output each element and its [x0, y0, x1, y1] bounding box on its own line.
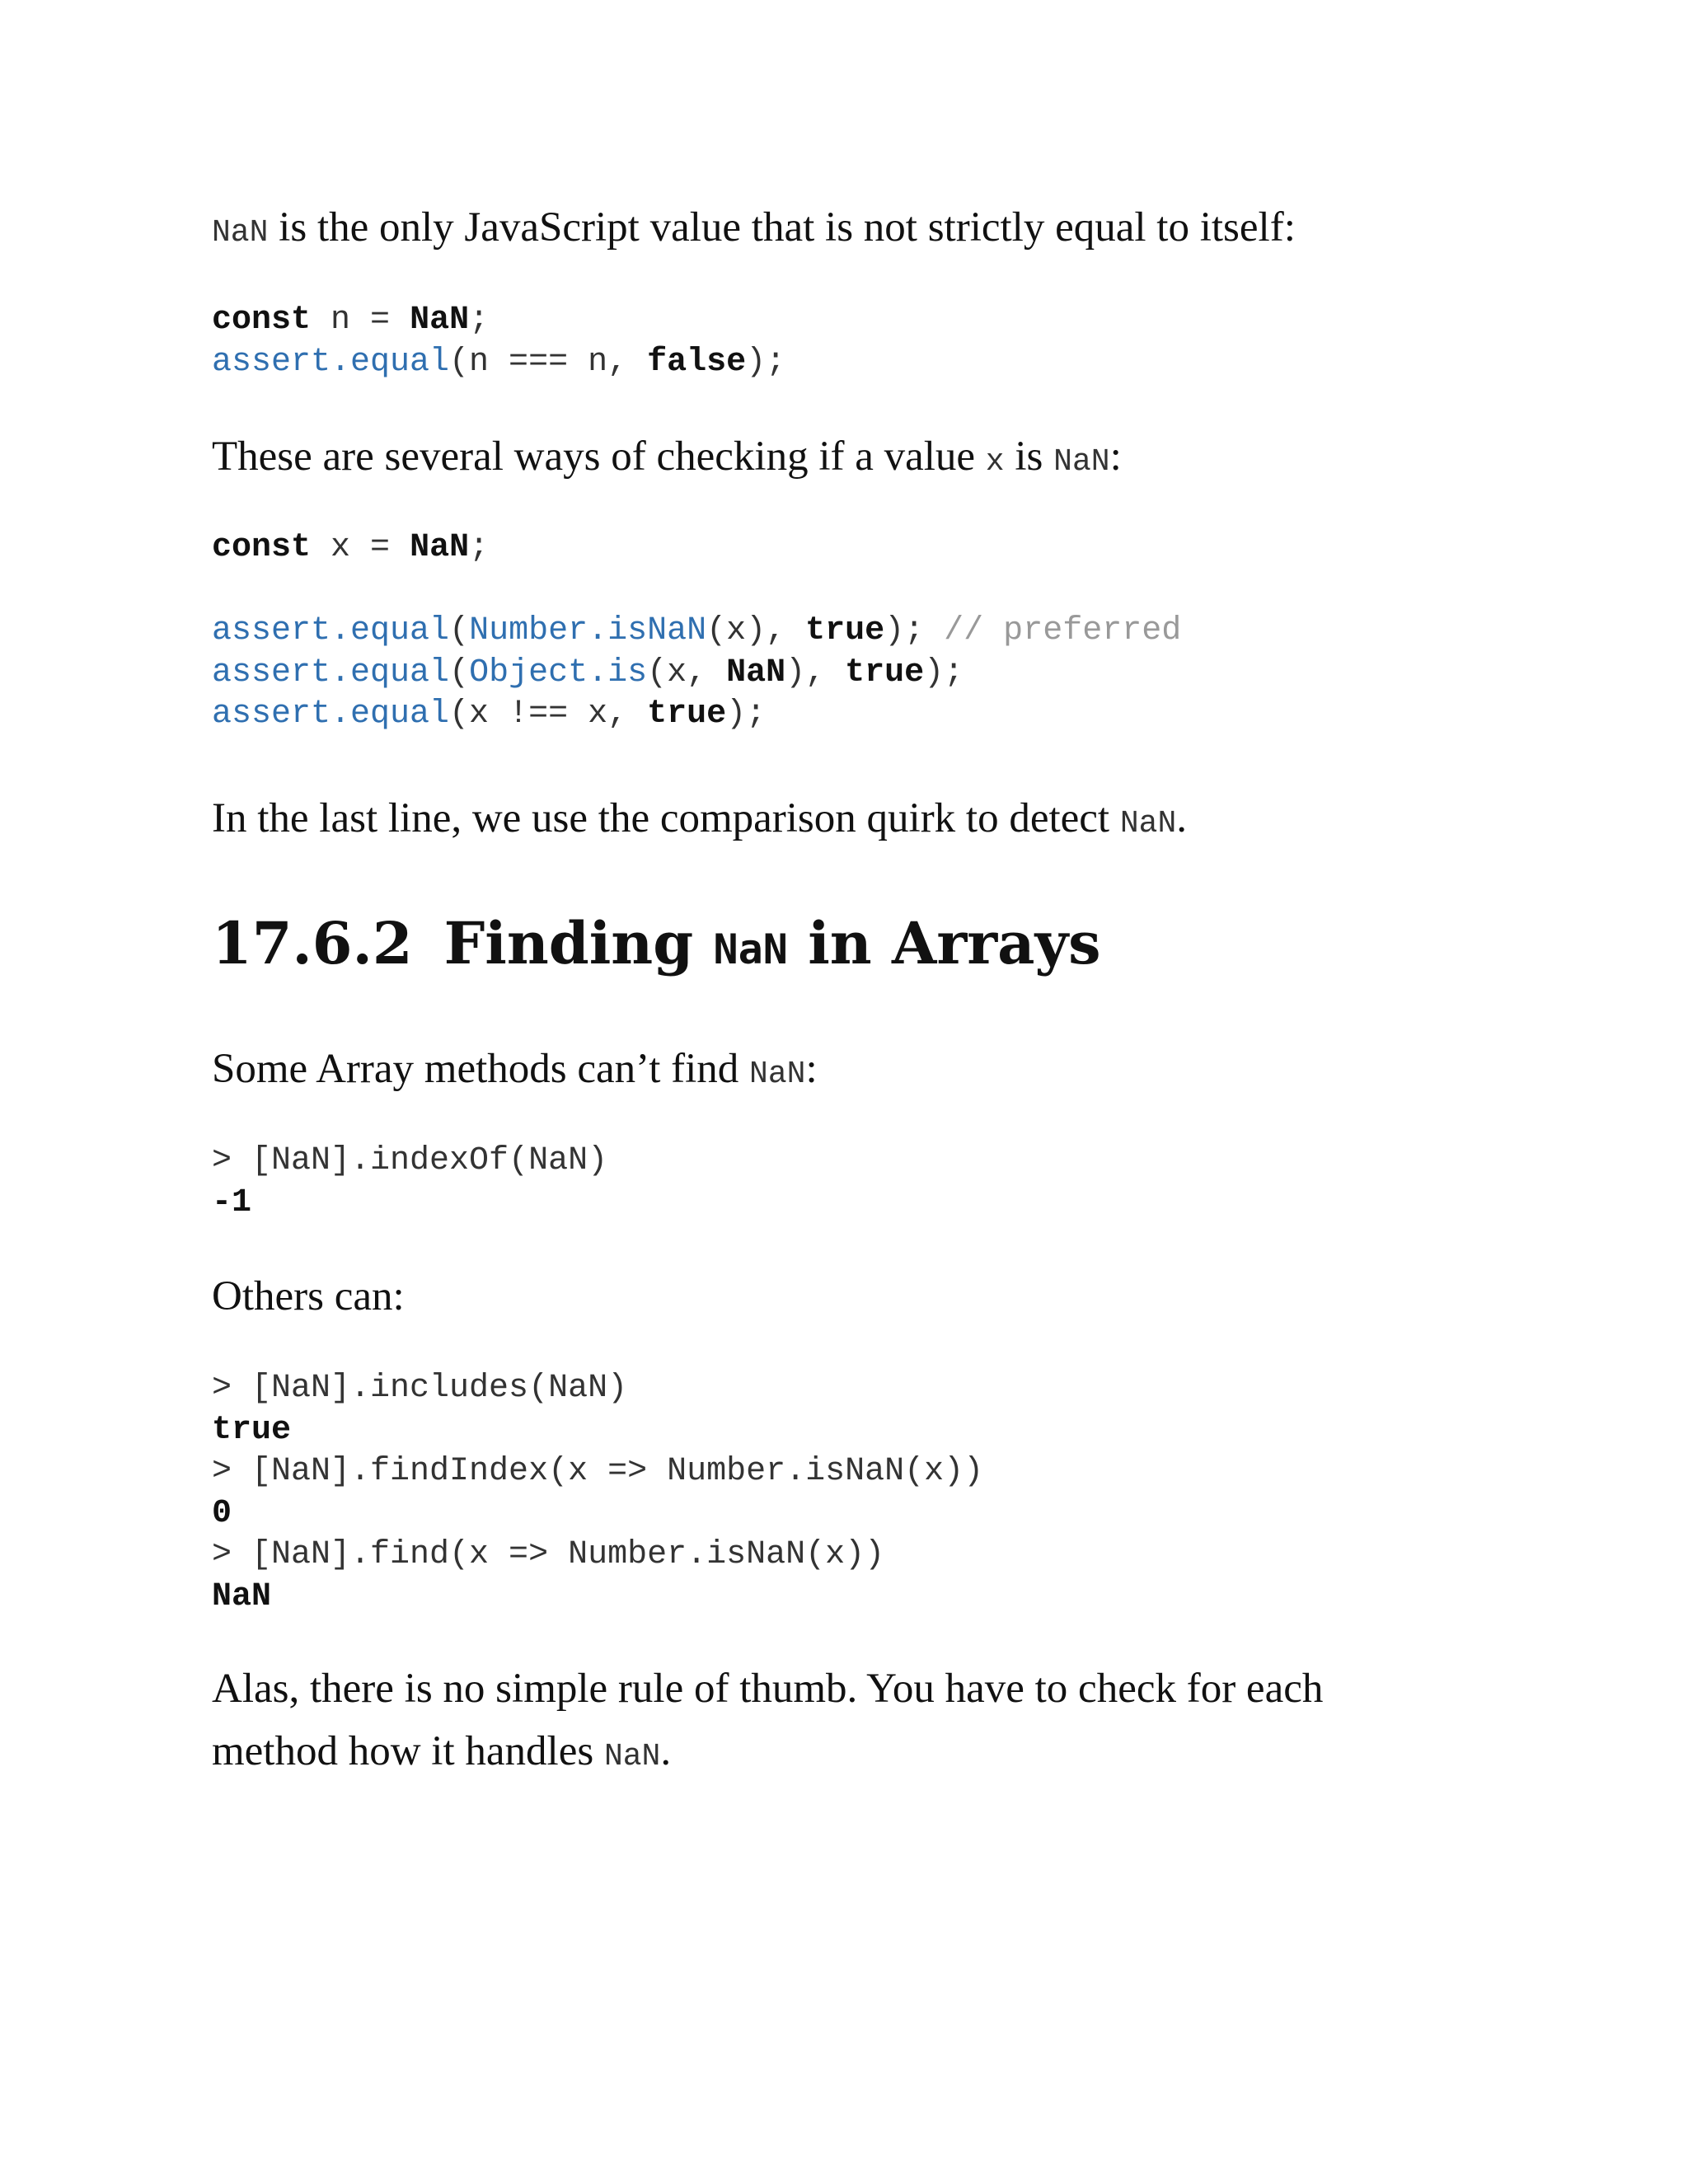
- section-number: 17.6.2: [212, 909, 413, 977]
- code-line: assert.equal(Number.isNaN(x), true); // preferred: [212, 612, 1182, 649]
- paragraph-others-can: Others can:: [212, 1273, 405, 1319]
- code-output: NaN: [212, 1577, 272, 1615]
- inline-code: NaN: [1119, 806, 1177, 841]
- code-line: const x = NaN;: [212, 529, 490, 566]
- code-block-indexof: [212, 1141, 607, 1224]
- code-input: > [NaN].indexOf(NaN): [212, 1142, 608, 1179]
- paragraph-cant-find: Some Array methods can’t find NaN:: [212, 1046, 818, 1092]
- code-output: true: [212, 1411, 292, 1449]
- code-block-isnan-checks: [212, 527, 1181, 736]
- inline-code: NaN: [749, 1057, 806, 1092]
- code-line: assert.equal(n === n, false);: [212, 343, 786, 381]
- paragraph-text: is the only JavaScript value that is not strictly equal to itself:: [268, 204, 1296, 251]
- code-line: const n = NaN;: [212, 302, 490, 339]
- code-line: assert.equal(x !== x, true);: [212, 696, 767, 733]
- code-comment: // preferred: [944, 612, 1182, 649]
- code-input: > [NaN].includes(NaN): [212, 1370, 628, 1407]
- paragraph-comparison-quirk: In the last line, we use the comparison quirk to detect NaN.: [212, 795, 1188, 841]
- section-heading: 17.6.2 Finding NaN in Arrays: [212, 909, 1101, 977]
- paragraph-checking-ways: These are several ways of checking if a value x is NaN:: [212, 434, 1122, 480]
- inline-code: NaN: [603, 1739, 661, 1774]
- paragraph-nan-intro: [212, 196, 1498, 265]
- inline-code: NaN: [212, 215, 269, 251]
- code-block-strict-equality: [212, 300, 785, 383]
- code-input: > [NaN].findIndex(x => Number.isNaN(x)): [212, 1453, 984, 1490]
- inline-code: x: [985, 444, 1005, 480]
- heading-inline-code: NaN: [713, 926, 788, 973]
- code-line: assert.equal(Object.is(x, NaN), true);: [212, 654, 964, 691]
- code-output: -1: [212, 1183, 252, 1221]
- code-block-includes-find: [212, 1368, 983, 1618]
- paragraph-rule-of-thumb: Alas, there is no simple rule of thumb. You have to check for each method how it handles NaN.: [212, 1666, 1324, 1774]
- code-output: 0: [212, 1494, 232, 1532]
- inline-code: NaN: [1053, 444, 1110, 480]
- code-input: > [NaN].find(x => Number.isNaN(x)): [212, 1536, 885, 1573]
